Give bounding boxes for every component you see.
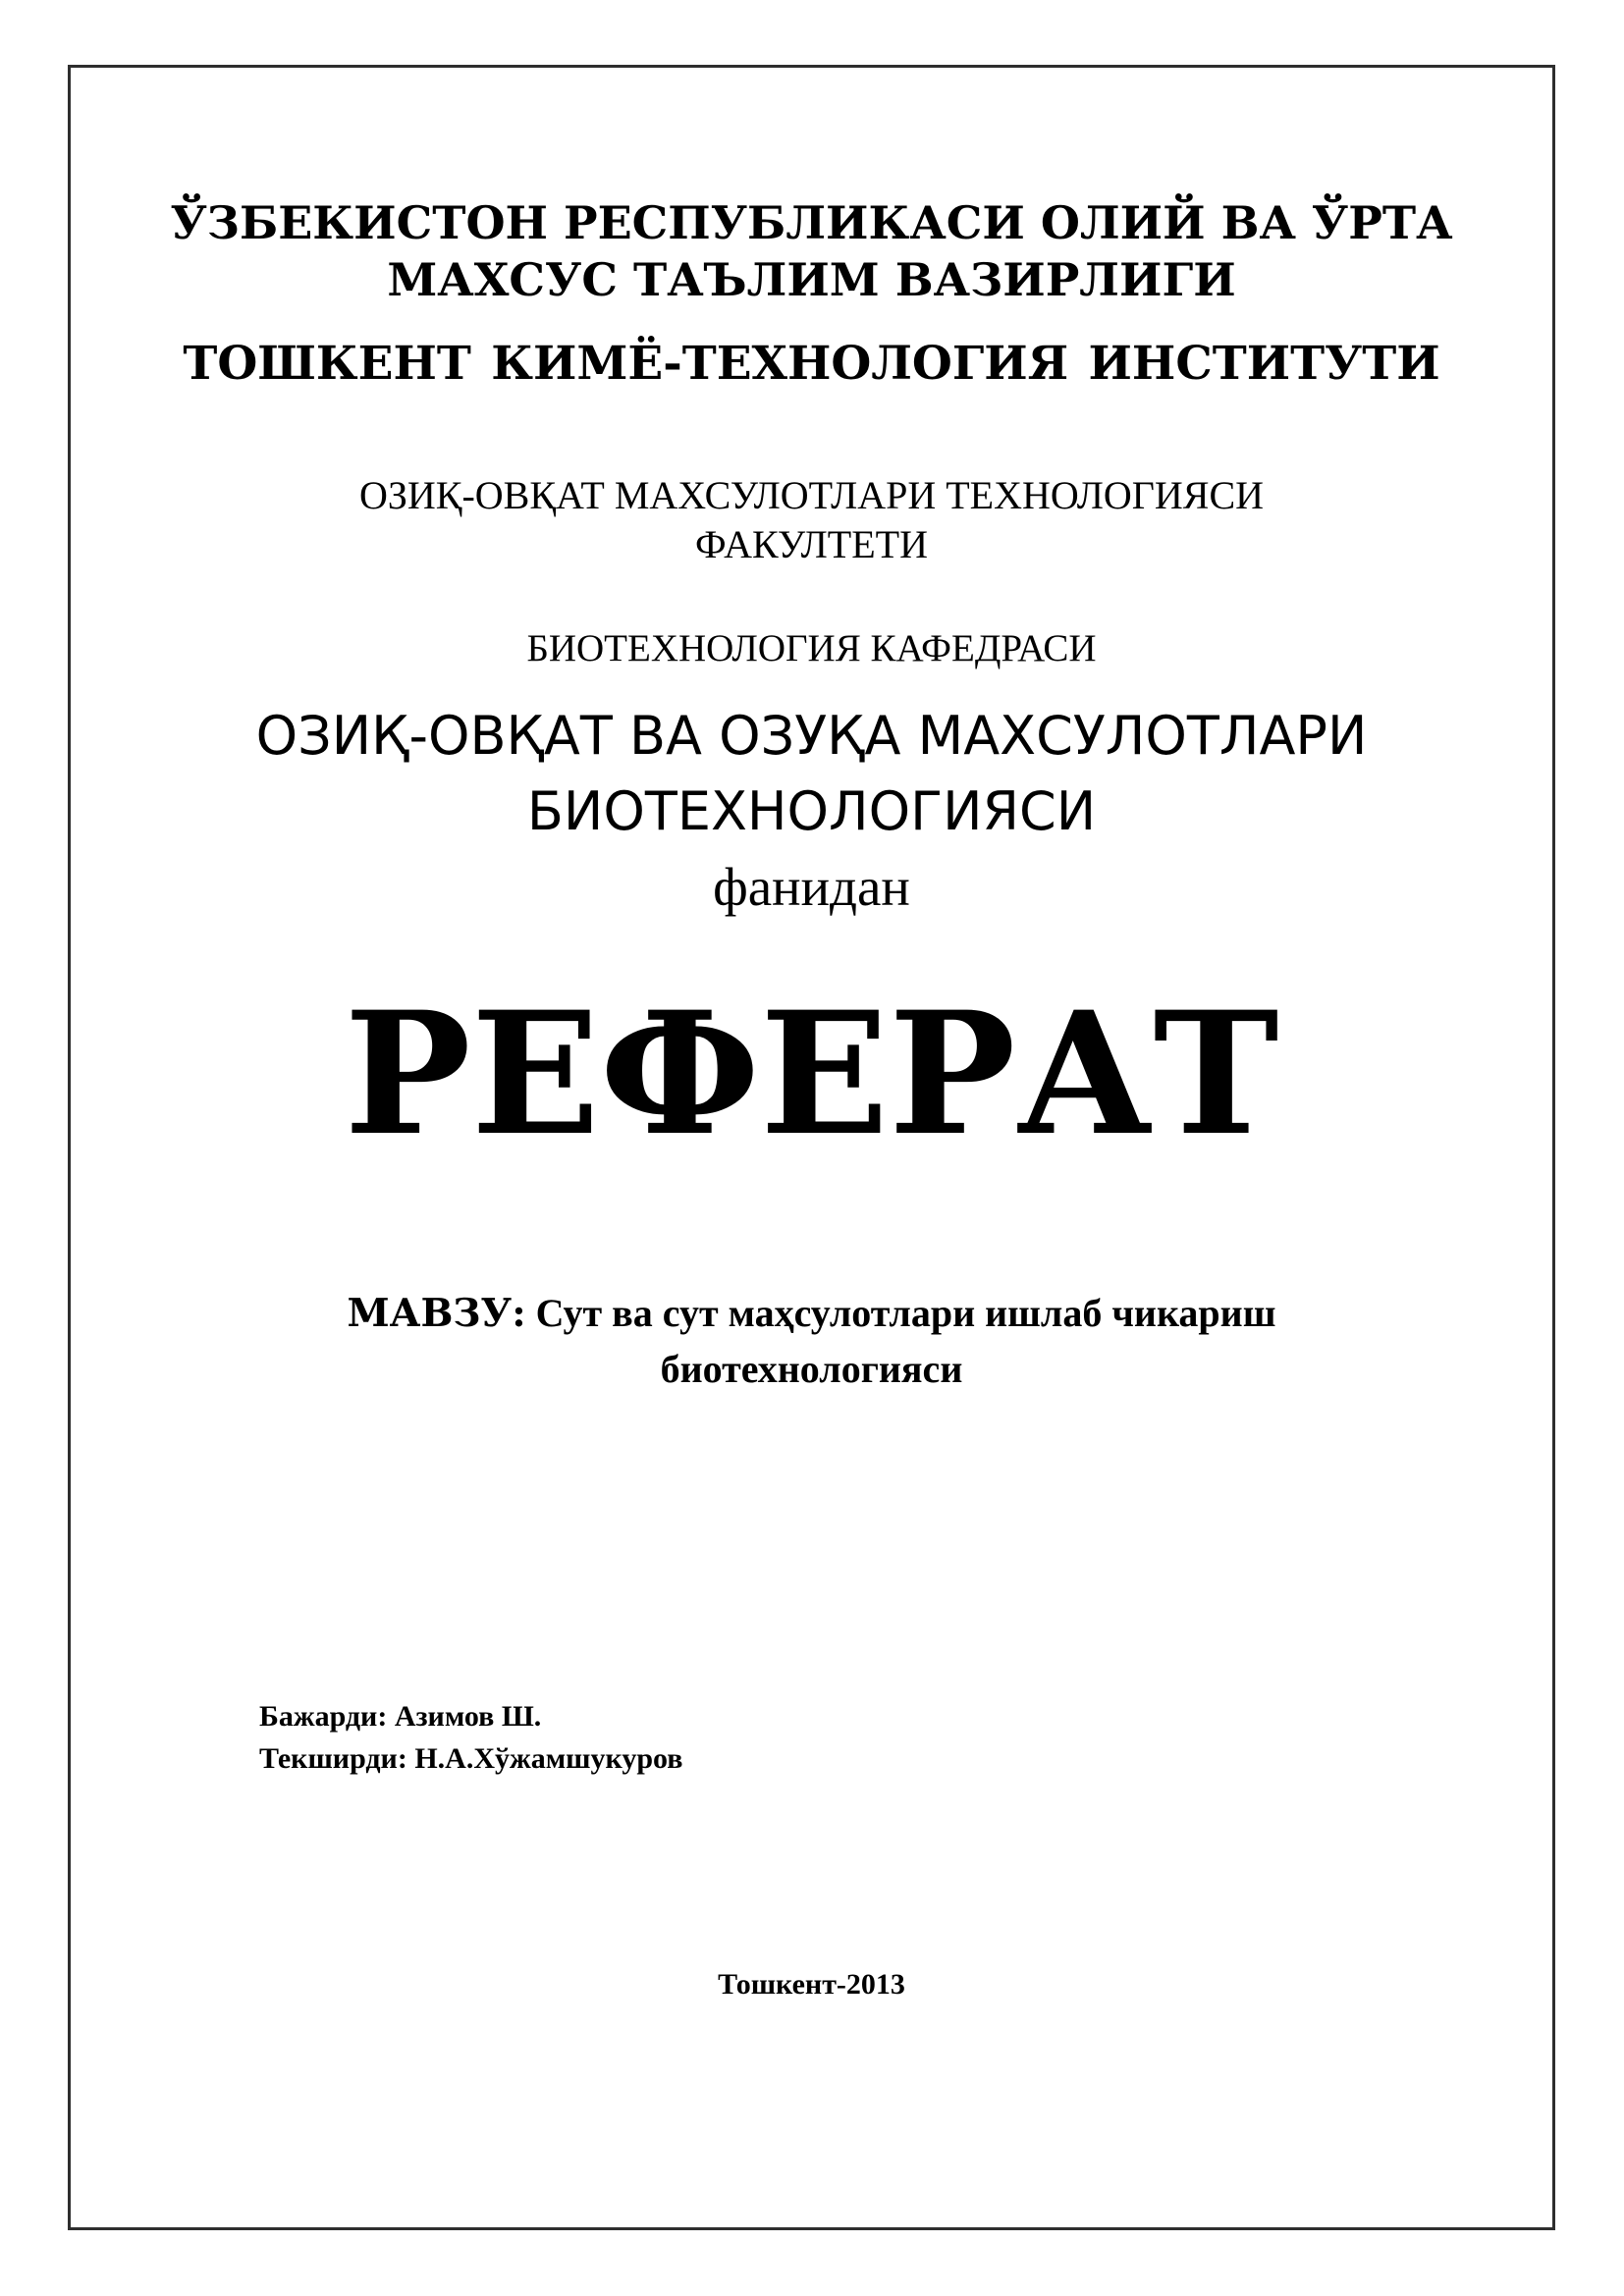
faculty-name-line1: ОЗИҚ-ОВҚАТ МАХСУЛОТЛАРИ ТЕХНОЛОГИЯСИ — [358, 473, 1265, 517]
subject-suffix: фанидан — [713, 857, 910, 917]
department-name: БИОТЕХНОЛОГИЯ КАФЕДРАСИ — [526, 627, 1097, 669]
topic-line1 — [68, 1291, 1555, 1336]
document-type-heading: РЕФЕРАТ — [344, 974, 1279, 1173]
ministry-title-line2: МАХСУС ТАЪЛИМ ВАЗИРЛИГИ — [387, 253, 1236, 306]
institute-name: ТОШКЕНТ КИМЁ-ТЕХНОЛОГИЯ ИНСТИТУТИ — [183, 337, 1440, 391]
topic-label: МАВЗУ: — [347, 1291, 526, 1336]
subject-title-line1: ОЗИҚ-ОВҚАТ ВА ОЗУҚА МАХСУЛОТЛАРИ — [255, 705, 1368, 767]
topic-title-line1: Сут ва сут маҳсулотлари ишлаб чикариш — [535, 1291, 1276, 1335]
topic-title-line2: биотехнологияси — [660, 1347, 963, 1391]
performed-by: Бажарди: Азимов Ш. — [259, 1700, 542, 1733]
checked-by: Текширди: Н.А.Хўжамшукуров — [259, 1742, 683, 1775]
subject-title-line2: БИОТЕХНОЛОГИЯСИ — [526, 780, 1097, 842]
place-and-year: Тошкент-2013 — [718, 1968, 905, 2001]
faculty-name-line2: ФАКУЛТЕТИ — [695, 522, 928, 566]
ministry-title-line1: ЎЗБЕКИСТОН РЕСПУБЛИКАСИ ОЛИЙ ВА ЎРТА — [170, 196, 1453, 249]
